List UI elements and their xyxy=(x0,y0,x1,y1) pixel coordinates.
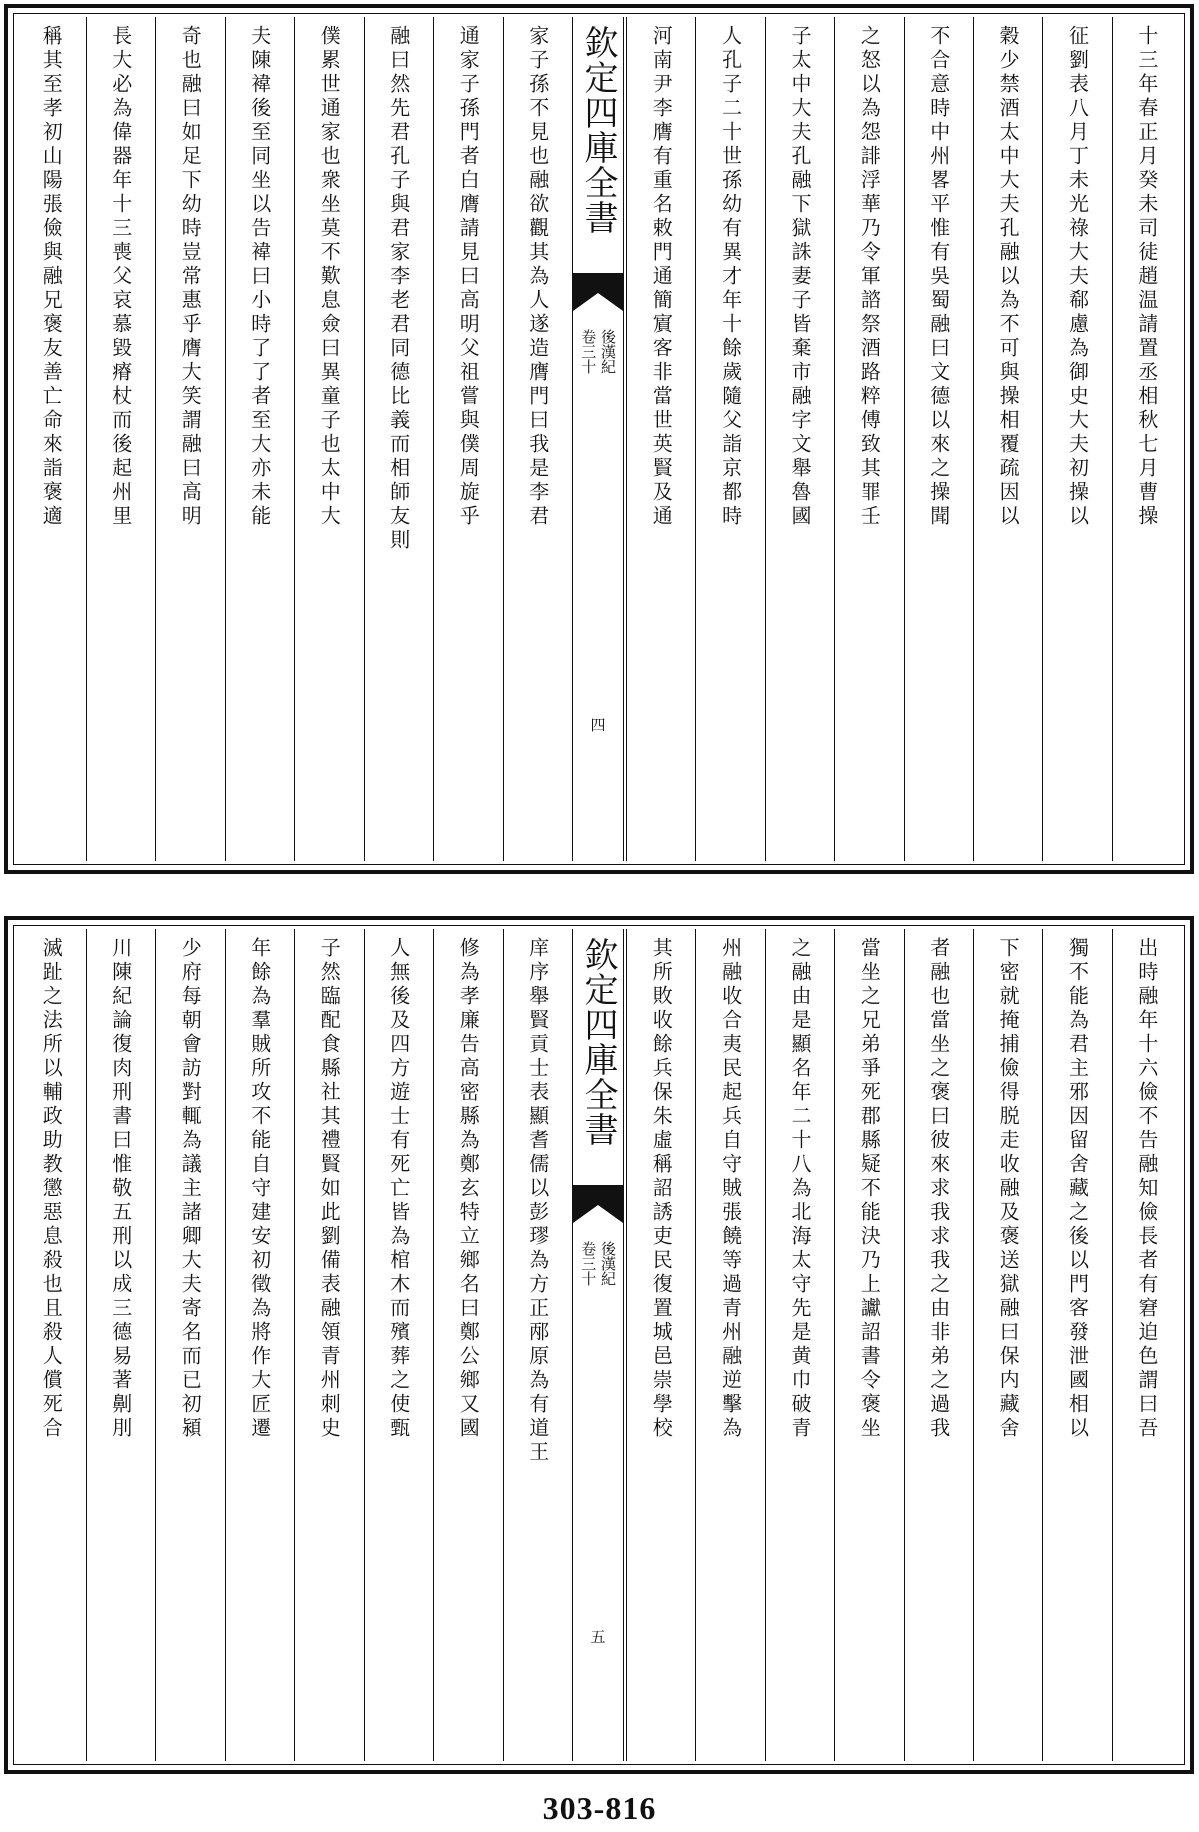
text-column: 庠序舉賢貢士表顯耆儒以彭璆為方正邴原為有道王 xyxy=(503,929,573,1761)
text-column: 子然臨配食縣社其禮賢如此劉備表融領青州刺史 xyxy=(294,929,364,1761)
text-column: 不合意時中州畧平惟有吳蜀融曰文德以來之操聞 xyxy=(904,17,973,861)
text-column: 長大必為偉器年十三喪父哀慕毀瘠杖而後起州里 xyxy=(86,17,156,861)
fishtail-mark-icon xyxy=(573,1185,623,1233)
text-column: 十三年春正月癸未司徒趙温請置丞相秋七月曹操 xyxy=(1112,17,1181,861)
text-column: 人無後及四方遊士有死亡皆為棺木而殯葬之使甄 xyxy=(364,929,434,1761)
text-column: 穀少禁酒太中大夫孔融以為不可與操相覆疏因以 xyxy=(973,17,1042,861)
page-lower xyxy=(4,916,1194,1774)
text-column: 川陳紀論復肉刑書曰惟敬五刑以成三德易著劓刖 xyxy=(86,929,156,1761)
text-column: 子太中大夫孔融下獄誅妻子皆棄市融字文舉魯國 xyxy=(765,17,834,861)
text-column: 夫陳褘後至同坐以告褘曰小時了了者至大亦未能 xyxy=(225,17,295,861)
text-column: 獨不能為君主邪因留舍藏之後以門客發泄國相以 xyxy=(1042,929,1111,1761)
fold-page-number: 四 xyxy=(588,717,607,732)
center-fold xyxy=(572,17,624,861)
text-column: 其所敗收餘兵保朱虛稱詔誘吏民復置城邑崇學校 xyxy=(626,929,695,1761)
center-fold xyxy=(572,929,624,1761)
text-column: 之怒以為怨誹浮華乃令軍諮祭酒路粹傅致其罪壬 xyxy=(834,17,903,861)
text-column: 當坐之兄弟爭死郡縣疑不能決乃上讞詔書令褒坐 xyxy=(834,929,903,1761)
fold-subtitle: 後漢紀 卷三十 xyxy=(579,1241,617,1286)
text-column: 僕累世通家也衆坐莫不歎息僉曰異童子也太中大 xyxy=(294,17,364,861)
text-column: 州融收合夷民起兵自守賊張饒等過青州融逆擊為 xyxy=(695,929,764,1761)
lower-left-half xyxy=(17,929,572,1761)
text-column: 奇也融曰如足下幼時豈常惠乎膺大笑謂融曰高明 xyxy=(155,17,225,861)
text-column: 融曰然先君孔子與君家李老君同德比義而相師友則 xyxy=(364,17,434,861)
text-column: 稱其至孝初山陽張儉與融兄褒友善亡命來詣褒適 xyxy=(39,25,64,529)
footer-page-id: 303-816 xyxy=(542,1790,657,1826)
text-column: 下密就掩捕儉得脱走收融及褒送獄融曰保内藏舍 xyxy=(973,929,1042,1761)
text-column: 人孔子二十世孫幼有異才年十餘歲隨父詣京都時 xyxy=(695,17,764,861)
fold-subtitle: 後漢紀 卷三十 xyxy=(579,329,617,374)
lower-right-half xyxy=(626,929,1181,1761)
fold-page-number: 五 xyxy=(588,1629,607,1644)
text-column: 少府每朝會訪對輒為議主諸卿大夫寄名而已初潁 xyxy=(155,929,225,1761)
fold-title: 欽定四庫全書 xyxy=(578,937,618,1147)
text-column: 河南尹李膺有重名敕門通簡賔客非當世英賢及通 xyxy=(626,17,695,861)
text-column: 出時融年十六儉不告融知儉長者有窘迫色謂曰吾 xyxy=(1112,929,1181,1761)
text-column: 征劉表八月丁未光祿大夫郗慮為御史大夫初操以 xyxy=(1042,17,1111,861)
fishtail-mark-icon xyxy=(573,273,623,321)
fold-title: 欽定四庫全書 xyxy=(578,25,618,235)
upper-right-half xyxy=(626,17,1181,861)
upper-left-half xyxy=(17,17,572,861)
text-column: 滅趾之法所以輔政助教懲惡息殺也且殺人償死合 xyxy=(39,937,64,1441)
text-column: 年餘為羣賊所攻不能自守建安初徵為將作大匠遷 xyxy=(225,929,295,1761)
text-column: 之融由是顯名年二十八為北海太守先是黄巾破青 xyxy=(765,929,834,1761)
text-column: 者融也當坐之褒曰彼來求我求我之由非弟之過我 xyxy=(904,929,973,1761)
text-column: 修為孝廉告高密縣為鄭玄特立鄉名曰鄭公鄉又國 xyxy=(433,929,503,1761)
text-column: 通家子孫門者白膺請見曰高明父祖嘗與僕周旋乎 xyxy=(433,17,503,861)
page-upper xyxy=(4,4,1194,874)
text-column: 家子孫不見也融欲觀其為人遂造膺門曰我是李君 xyxy=(503,17,573,861)
